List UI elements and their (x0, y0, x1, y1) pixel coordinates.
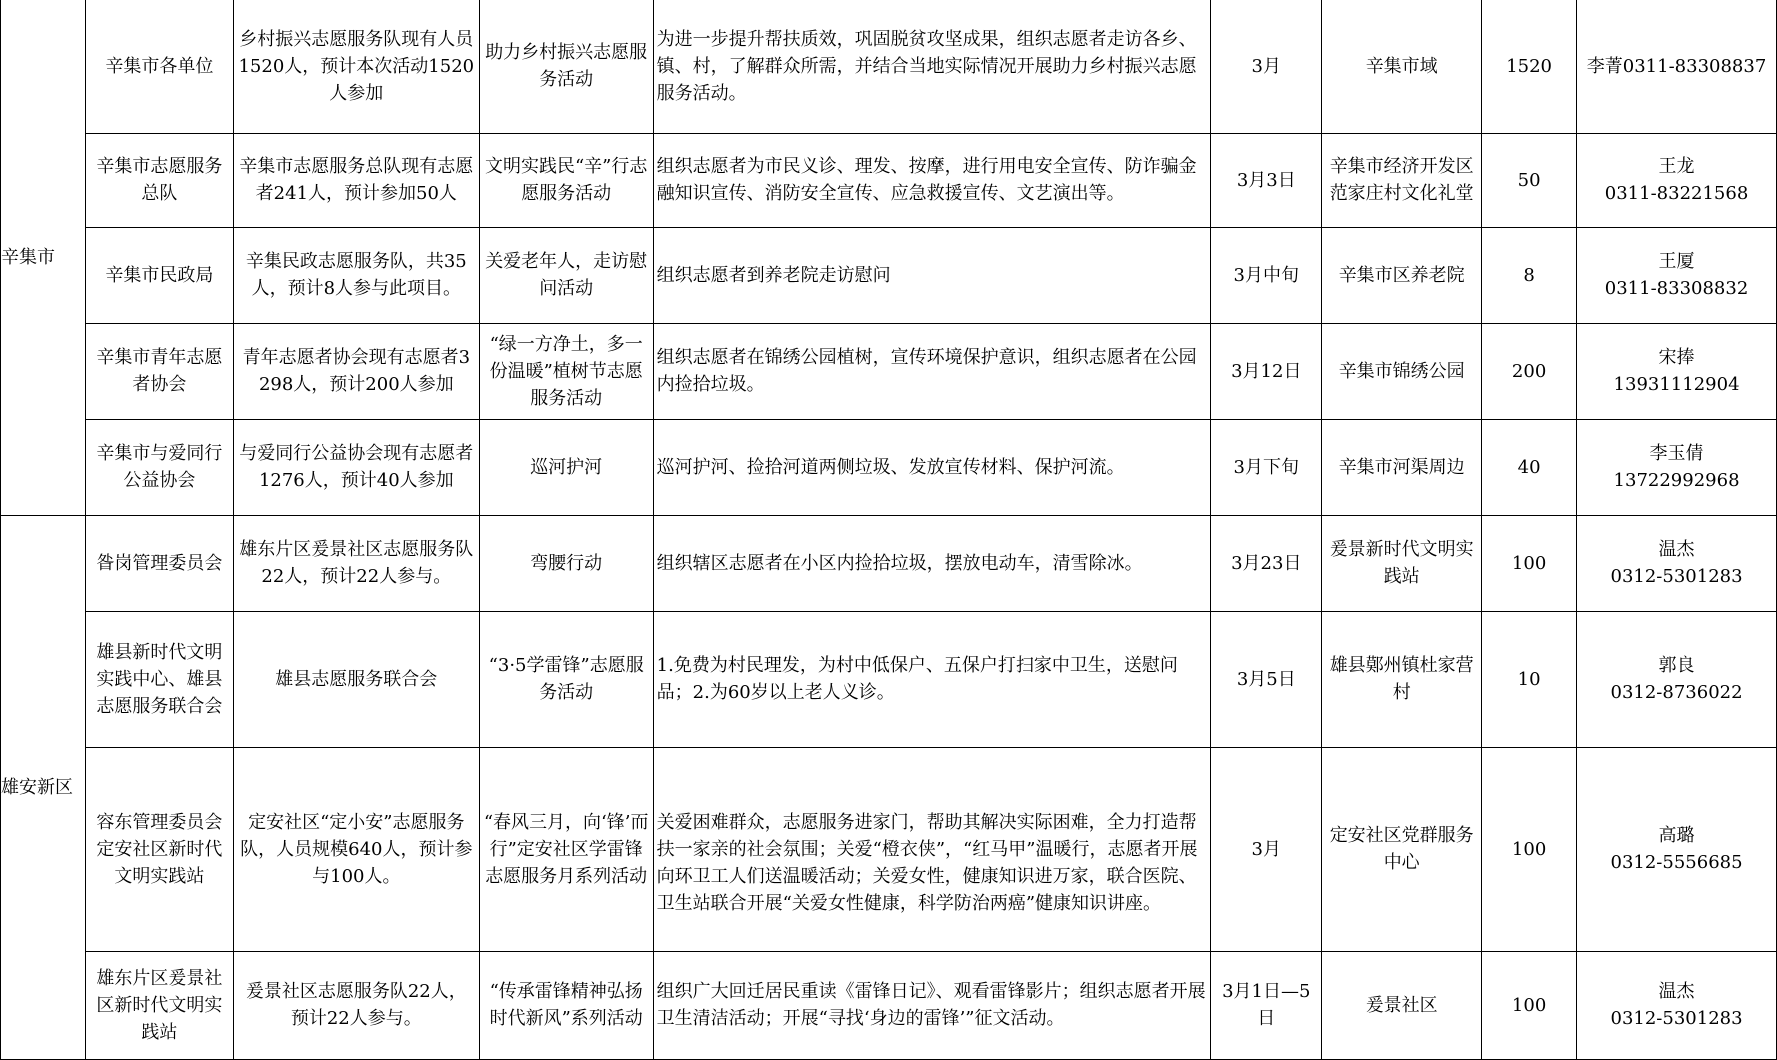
content-text: 关爱困难群众，志愿服务进家门，帮助其解决实际困难，全力打造帮扶一家亲的社会氛围；关爱“橙衣侠”，“红马甲”温暖行，志愿者开展向环卫工人们送温暖活动；关爱女性，健康知识进万家，联合医院、卫生站联合开展“关爱女性健康，科学防治两癌”健康知识讲座。 (656, 811, 1198, 914)
team-text: 乡村振兴志愿服务队现有人员1520人，预计本次活动1520人参加 (238, 28, 475, 104)
activity-text: 助力乡村振兴志愿服务活动 (485, 42, 648, 91)
content-text: 组织辖区志愿者在小区内捡拾垃圾，摆放电动车，清雪除冰。 (656, 552, 1143, 574)
contact-text: 高璐 0312-5556685 (1610, 825, 1743, 873)
time-text: 3月3日 (1236, 169, 1296, 191)
content-text: 为进一步提升帮扶质效，巩固脱贫攻坚成果，组织志愿者走访各乡、镇、村，了解群众所需，并结合当地实际情况开展助力乡村振兴志愿服务活动。 (656, 28, 1197, 104)
count-text: 1520 (1506, 55, 1553, 77)
volunteer-team-cell (233, 133, 479, 227)
participant-count-cell (1482, 611, 1577, 747)
count-text: 100 (1511, 552, 1547, 574)
volunteer-team-cell (233, 611, 479, 747)
contact-text: 王龙 0311-83221568 (1604, 156, 1749, 204)
time-cell (1211, 515, 1322, 611)
time-cell (1211, 951, 1322, 1059)
volunteer-team-cell (233, 419, 479, 515)
contact-text: 李玉倩 13722992968 (1613, 443, 1740, 491)
activity-content-cell (653, 133, 1211, 227)
count-text: 8 (1523, 264, 1535, 286)
participant-count-cell (1482, 227, 1577, 323)
table-row (1, 515, 1777, 611)
unit-text: 雄东片区爰景社区新时代文明实践站 (96, 967, 223, 1043)
activity-name-cell (479, 133, 653, 227)
activity-name-cell (479, 747, 653, 951)
table-row (1, 133, 1777, 227)
content-text: 组织广大回迁居民重读《雷锋日记》、观看雷锋影片；组织志愿者开展卫生清洁活动；开展“寻找‘身边的雷锋’”征文活动。 (656, 981, 1206, 1029)
contact-cell (1577, 227, 1777, 323)
table-body (1, 0, 1777, 1059)
contact-text: 王厦 0311-83308832 (1604, 251, 1749, 299)
organizer-cell (85, 515, 233, 611)
activity-name-cell (479, 951, 653, 1059)
volunteer-team-cell (233, 323, 479, 419)
unit-text: 昝岗管理委员会 (96, 552, 223, 574)
activity-text: 文明实践民“辛”行志愿服务活动 (484, 156, 648, 204)
activity-text: 关爱老年人，走访慰问活动 (485, 251, 648, 299)
location-cell (1322, 323, 1482, 419)
unit-text: 辛集市与爱同行公益协会 (96, 443, 223, 491)
activity-content-cell (653, 227, 1211, 323)
unit-text: 雄县新时代文明实践中心、雄县志愿服务联合会 (96, 641, 223, 717)
organizer-cell (85, 0, 233, 133)
region-cell: 辛集市 (1, 0, 86, 515)
location-cell (1322, 419, 1482, 515)
count-text: 50 (1517, 169, 1541, 191)
participant-count-cell (1482, 747, 1577, 951)
location-cell (1322, 611, 1482, 747)
activity-name-cell (479, 515, 653, 611)
content-text: 组织志愿者在锦绣公园植树，宣传环境保护意识，组织志愿者在公园内捡拾垃圾。 (656, 347, 1197, 395)
table-row (1, 419, 1777, 515)
location-cell (1322, 227, 1482, 323)
contact-cell (1577, 611, 1777, 747)
organizer-cell (85, 747, 233, 951)
place-text: 辛集市河渠周边 (1338, 456, 1465, 478)
organizer-cell (85, 951, 233, 1059)
location-cell (1322, 951, 1482, 1059)
contact-text: 李菁0311-83308837 (1586, 55, 1767, 77)
time-text: 3月 (1251, 55, 1281, 77)
contact-text: 郭良 0312-8736022 (1610, 655, 1743, 703)
team-text: 爰景社区志愿服务队22人，预计22人参与。 (245, 981, 467, 1029)
table-row (1, 227, 1777, 323)
activity-name-cell (479, 611, 653, 747)
unit-text: 辛集市青年志愿者协会 (96, 347, 223, 395)
count-text: 200 (1511, 360, 1547, 382)
location-cell (1322, 515, 1482, 611)
activity-content-cell (653, 323, 1211, 419)
place-text: 辛集市域 (1365, 55, 1438, 77)
participant-count-cell (1482, 951, 1577, 1059)
content-text: 组织志愿者到养老院走访慰问 (656, 264, 891, 286)
place-text: 辛集市区养老院 (1338, 264, 1465, 286)
participant-count-cell (1482, 419, 1577, 515)
activity-name-cell (479, 0, 653, 133)
location-cell (1322, 133, 1482, 227)
location-cell (1322, 0, 1482, 133)
activity-text: “3·5学雷锋”志愿服务活动 (488, 655, 644, 703)
time-text: 3月下旬 (1233, 456, 1299, 478)
time-cell (1211, 133, 1322, 227)
content-text: 巡河护河、捡拾河道两侧垃圾、发放宣传材料、保护河流。 (656, 456, 1125, 478)
place-text: 爰景新时代文明实践站 (1329, 539, 1474, 587)
contact-cell (1577, 419, 1777, 515)
unit-text: 辛集市民政局 (105, 264, 214, 286)
contact-text: 温杰 0312-5301283 (1610, 981, 1743, 1029)
time-text: 3月5日 (1236, 668, 1296, 690)
activity-content-cell (653, 0, 1211, 133)
time-cell (1211, 323, 1322, 419)
count-text: 40 (1517, 456, 1541, 478)
team-text: 雄东片区爰景社区志愿服务队22人，预计22人参与。 (239, 539, 474, 587)
volunteer-team-cell (233, 227, 479, 323)
table-row (1, 951, 1777, 1059)
contact-cell (1577, 0, 1777, 133)
team-text: 雄县志愿服务联合会 (275, 668, 438, 690)
contact-cell (1577, 323, 1777, 419)
organizer-cell (85, 611, 233, 747)
time-cell (1211, 0, 1322, 133)
activity-text: “传承雷锋精神弘扬时代新风”系列活动 (489, 981, 643, 1029)
count-text: 100 (1511, 994, 1547, 1016)
time-cell (1211, 747, 1322, 951)
place-text: 雄县鄚州镇杜家营村 (1329, 655, 1474, 703)
contact-text: 宋捧 13931112904 (1613, 347, 1740, 395)
participant-count-cell (1482, 133, 1577, 227)
time-cell (1211, 227, 1322, 323)
place-text: 辛集市经济开发区范家庄村文化礼堂 (1329, 156, 1474, 204)
team-text: 辛集市志愿服务总队现有志愿者241人，预计参加50人 (239, 156, 474, 204)
content-text: 组织志愿者为市民义诊、理发、按摩，进行用电安全宣传、防诈骗金融知识宣传、消防安全宣传、应急救援宣传、文艺演出等。 (656, 156, 1197, 204)
participant-count-cell (1482, 515, 1577, 611)
table-row (1, 611, 1777, 747)
activity-text: 弯腰行动 (530, 552, 603, 574)
place-text: 定安社区党群服务中心 (1329, 825, 1474, 873)
team-text: 定安社区“定小安”志愿服务队，人员规模640人，预计参与100人。 (240, 811, 473, 887)
time-text: 3月12日 (1231, 360, 1302, 382)
contact-cell (1577, 133, 1777, 227)
content-text: 1.免费为村民理发，为村中低保户、五保户打扫家中卫生，送慰问品；2.为60岁以上老人义诊。 (656, 655, 1178, 703)
region-cell: 雄安新区 (1, 515, 86, 1059)
count-text: 10 (1517, 668, 1541, 690)
time-text: 3月中旬 (1233, 264, 1299, 286)
unit-text: 辛集市志愿服务总队 (96, 156, 223, 204)
table-row (1, 323, 1777, 419)
contact-text: 温杰 0312-5301283 (1610, 539, 1743, 587)
participant-count-cell (1482, 323, 1577, 419)
organizer-cell (85, 227, 233, 323)
contact-cell (1577, 515, 1777, 611)
volunteer-team-cell (233, 0, 479, 133)
volunteer-team-cell (233, 747, 479, 951)
time-text: 3月 (1251, 838, 1281, 860)
activity-content-cell (653, 951, 1211, 1059)
time-cell (1211, 419, 1322, 515)
location-cell (1322, 747, 1482, 951)
team-text: 青年志愿者协会现有志愿者3298人，预计200人参加 (242, 347, 471, 395)
activity-name-cell (479, 227, 653, 323)
time-text: 3月23日 (1231, 552, 1302, 574)
time-text: 3月1日—5日 (1222, 981, 1311, 1029)
organizer-cell (85, 419, 233, 515)
volunteer-team-cell (233, 951, 479, 1059)
place-text: 辛集市锦绣公园 (1338, 360, 1465, 382)
contact-cell (1577, 951, 1777, 1059)
activity-name-cell (479, 323, 653, 419)
table-row (1, 0, 1777, 133)
participant-count-cell (1482, 0, 1577, 133)
activity-content-cell (653, 611, 1211, 747)
activity-name-cell (479, 419, 653, 515)
volunteer-team-cell (233, 515, 479, 611)
count-text: 100 (1511, 838, 1547, 860)
team-text: 辛集民政志愿服务队，共35人，预计8人参与此项目。 (245, 251, 467, 299)
activity-text: “绿一方净土，多一份温暖”植树节志愿服务活动 (489, 333, 643, 409)
activity-text: 巡河护河 (530, 456, 603, 478)
team-text: 与爱同行公益协会现有志愿者1276人，预计40人参加 (239, 443, 474, 491)
contact-cell (1577, 747, 1777, 951)
activity-content-cell (653, 747, 1211, 951)
organizer-cell (85, 133, 233, 227)
unit-text: 容东管理委员会定安社区新时代文明实践站 (96, 811, 223, 887)
organizer-cell (85, 323, 233, 419)
unit-text: 辛集市各单位 (105, 55, 214, 77)
table-row (1, 747, 1777, 951)
activity-text: “春风三月，向‘锋’而行”定安社区学雷锋志愿服务月系列活动 (483, 811, 649, 887)
place-text: 爰景社区 (1365, 994, 1438, 1016)
activity-content-cell (653, 419, 1211, 515)
time-cell (1211, 611, 1322, 747)
activity-content-cell (653, 515, 1211, 611)
